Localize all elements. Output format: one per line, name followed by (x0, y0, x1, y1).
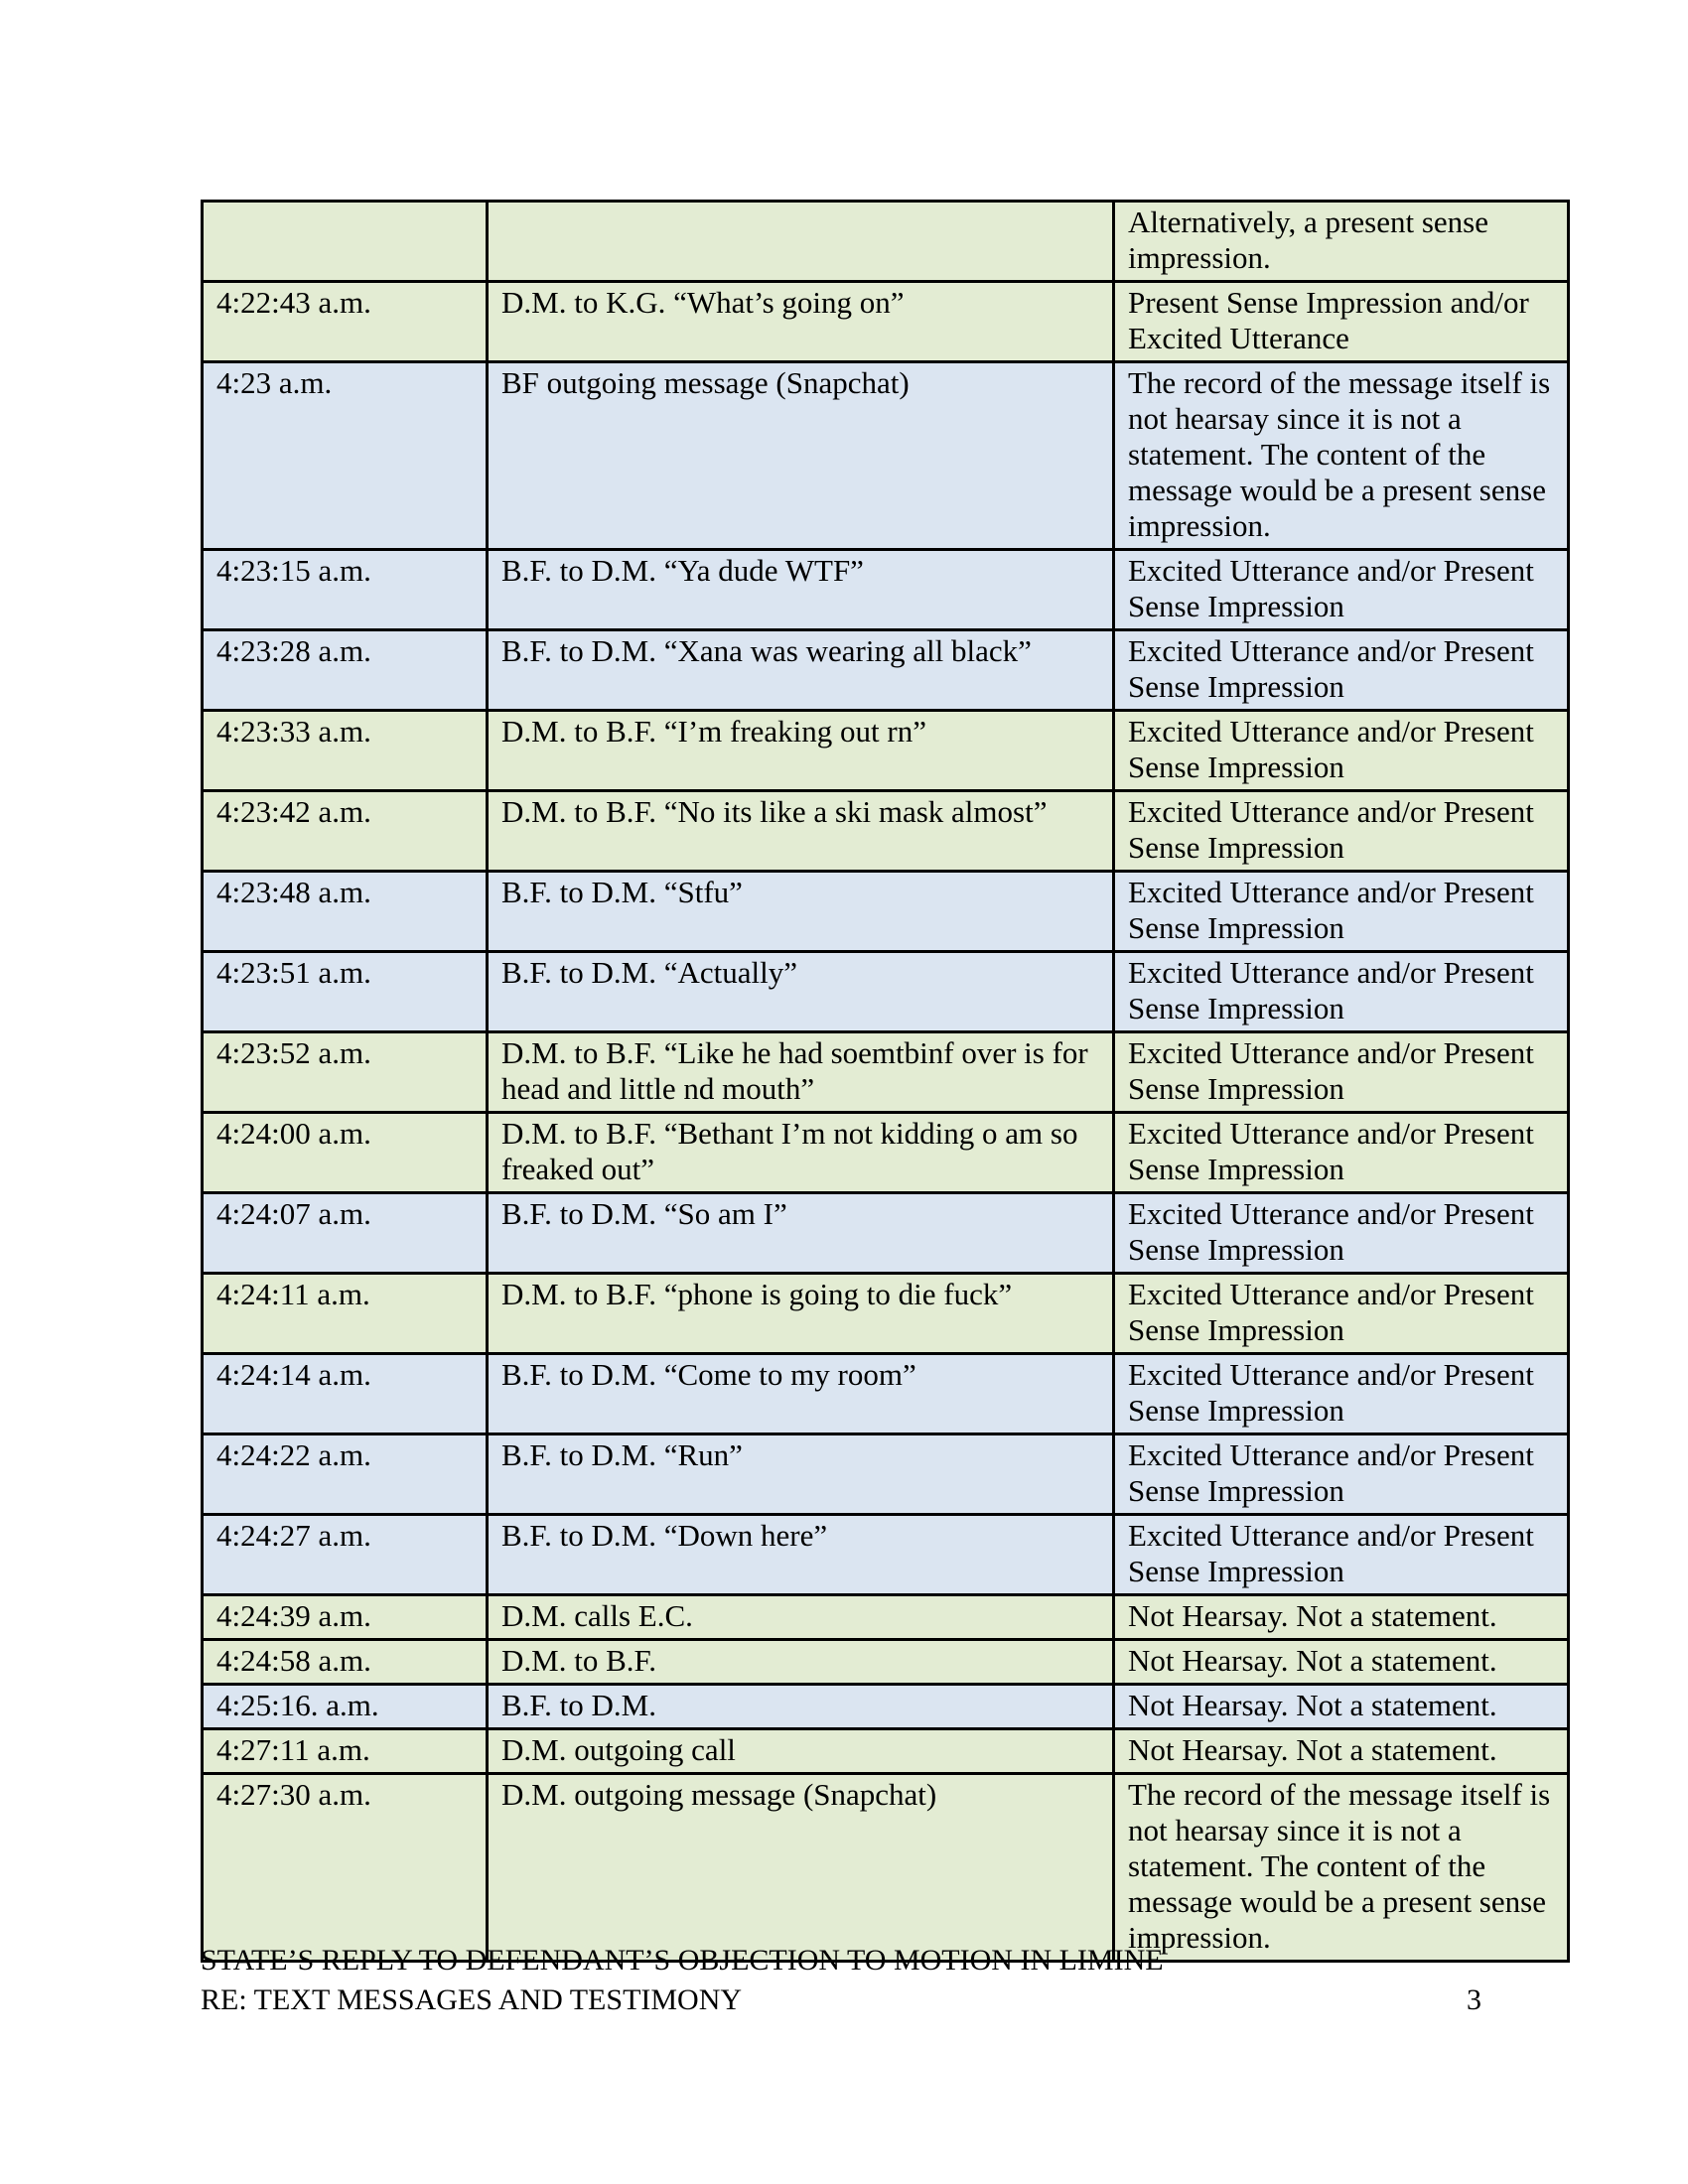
table-row (203, 202, 1569, 282)
message-cell: D.M. to B.F. “No its like a ski mask almost” (488, 791, 1114, 872)
page-number: 3 (1467, 1983, 1481, 2016)
time-cell: 4:23:42 a.m. (203, 791, 488, 872)
ruling-cell: Excited Utterance and/or Present Sense Impression (1114, 1193, 1569, 1274)
ruling-cell: Not Hearsay. Not a statement. (1114, 1729, 1569, 1774)
message-cell: D.M. to B.F. “Like he had soemtbinf over is for head and little nd mouth” (488, 1032, 1114, 1113)
message-cell: BF outgoing message (Snapchat) (488, 362, 1114, 550)
time-cell: 4:24:58 a.m. (203, 1640, 488, 1685)
message-cell: B.F. to D.M. (488, 1685, 1114, 1729)
ruling-cell: Excited Utterance and/or Present Sense Impression (1114, 630, 1569, 711)
footer-title-line-2: RE: TEXT MESSAGES AND TESTIMONY (201, 1983, 743, 2016)
time-cell: 4:23:48 a.m. (203, 872, 488, 952)
ruling-cell: Excited Utterance and/or Present Sense Impression (1114, 1515, 1569, 1595)
table-row (203, 1354, 1569, 1434)
table-row (203, 1434, 1569, 1515)
ruling-cell: Excited Utterance and/or Present Sense Impression (1114, 1354, 1569, 1434)
ruling-cell: Present Sense Impression and/or Excited Utterance (1114, 282, 1569, 362)
time-cell: 4:24:39 a.m. (203, 1595, 488, 1640)
ruling-cell: Excited Utterance and/or Present Sense Impression (1114, 711, 1569, 791)
table-row (203, 1685, 1569, 1729)
message-cell: B.F. to D.M. “Actually” (488, 952, 1114, 1032)
time-cell (203, 202, 488, 282)
time-cell: 4:27:30 a.m. (203, 1774, 488, 1962)
time-cell: 4:23:52 a.m. (203, 1032, 488, 1113)
message-cell: B.F. to D.M. “Down here” (488, 1515, 1114, 1595)
message-cell: D.M. to K.G. “What’s going on” (488, 282, 1114, 362)
message-cell: D.M. calls E.C. (488, 1595, 1114, 1640)
time-cell: 4:24:00 a.m. (203, 1113, 488, 1193)
message-cell: B.F. to D.M. “So am I” (488, 1193, 1114, 1274)
time-cell: 4:23:15 a.m. (203, 550, 488, 630)
table-row (203, 1729, 1569, 1774)
message-cell: B.F. to D.M. “Xana was wearing all black” (488, 630, 1114, 711)
ruling-cell: Excited Utterance and/or Present Sense Impression (1114, 1434, 1569, 1515)
time-cell: 4:24:22 a.m. (203, 1434, 488, 1515)
table-row (203, 282, 1569, 362)
hearsay-analysis-table (201, 200, 1570, 1963)
time-cell: 4:24:11 a.m. (203, 1274, 488, 1354)
table-row (203, 952, 1569, 1032)
footer-title-line-1: STATE’S REPLY TO DEFENDANT’S OBJECTION TO MOTION IN LIMINE (201, 1944, 1164, 1977)
message-cell: B.F. to D.M. “Stfu” (488, 872, 1114, 952)
message-cell: B.F. to D.M. “Ya dude WTF” (488, 550, 1114, 630)
table-row (203, 1113, 1569, 1193)
time-cell: 4:24:27 a.m. (203, 1515, 488, 1595)
message-cell: D.M. to B.F. (488, 1640, 1114, 1685)
time-cell: 4:27:11 a.m. (203, 1729, 488, 1774)
table-row (203, 1595, 1569, 1640)
table-row (203, 1515, 1569, 1595)
ruling-cell: Excited Utterance and/or Present Sense Impression (1114, 550, 1569, 630)
message-cell: D.M. outgoing call (488, 1729, 1114, 1774)
message-cell: D.M. to B.F. “phone is going to die fuck” (488, 1274, 1114, 1354)
table-row (203, 550, 1569, 630)
time-cell: 4:23 a.m. (203, 362, 488, 550)
table-row (203, 1640, 1569, 1685)
ruling-cell: Alternatively, a present sense impression. (1114, 202, 1569, 282)
time-cell: 4:22:43 a.m. (203, 282, 488, 362)
time-cell: 4:24:07 a.m. (203, 1193, 488, 1274)
ruling-cell: Not Hearsay. Not a statement. (1114, 1595, 1569, 1640)
message-cell: D.M. to B.F. “Bethant I’m not kidding o am so freaked out” (488, 1113, 1114, 1193)
ruling-cell: The record of the message itself is not hearsay since it is not a statement. The content of the message would be a present sense impression. (1114, 1774, 1569, 1962)
table-row (203, 711, 1569, 791)
ruling-cell: Excited Utterance and/or Present Sense Impression (1114, 952, 1569, 1032)
time-cell: 4:25:16. a.m. (203, 1685, 488, 1729)
message-cell: D.M. outgoing message (Snapchat) (488, 1774, 1114, 1962)
ruling-cell: Excited Utterance and/or Present Sense Impression (1114, 1274, 1569, 1354)
time-cell: 4:23:28 a.m. (203, 630, 488, 711)
hearsay-table-body (203, 202, 1569, 1962)
ruling-cell: Excited Utterance and/or Present Sense Impression (1114, 1113, 1569, 1193)
table-row (203, 872, 1569, 952)
table-row (203, 1032, 1569, 1113)
ruling-cell: The record of the message itself is not hearsay since it is not a statement. The content of the message would be a present sense impression. (1114, 362, 1569, 550)
ruling-cell: Excited Utterance and/or Present Sense Impression (1114, 1032, 1569, 1113)
page-footer (201, 1941, 1489, 2020)
ruling-cell: Not Hearsay. Not a statement. (1114, 1685, 1569, 1729)
ruling-cell: Not Hearsay. Not a statement. (1114, 1640, 1569, 1685)
table-row (203, 362, 1569, 550)
time-cell: 4:24:14 a.m. (203, 1354, 488, 1434)
message-cell (488, 202, 1114, 282)
table-row (203, 1774, 1569, 1962)
table-row (203, 630, 1569, 711)
time-cell: 4:23:33 a.m. (203, 711, 488, 791)
message-cell: D.M. to B.F. “I’m freaking out rn” (488, 711, 1114, 791)
ruling-cell: Excited Utterance and/or Present Sense Impression (1114, 872, 1569, 952)
table-row (203, 1193, 1569, 1274)
message-cell: B.F. to D.M. “Come to my room” (488, 1354, 1114, 1434)
ruling-cell: Excited Utterance and/or Present Sense Impression (1114, 791, 1569, 872)
time-cell: 4:23:51 a.m. (203, 952, 488, 1032)
table-row (203, 1274, 1569, 1354)
table-row (203, 791, 1569, 872)
message-cell: B.F. to D.M. “Run” (488, 1434, 1114, 1515)
